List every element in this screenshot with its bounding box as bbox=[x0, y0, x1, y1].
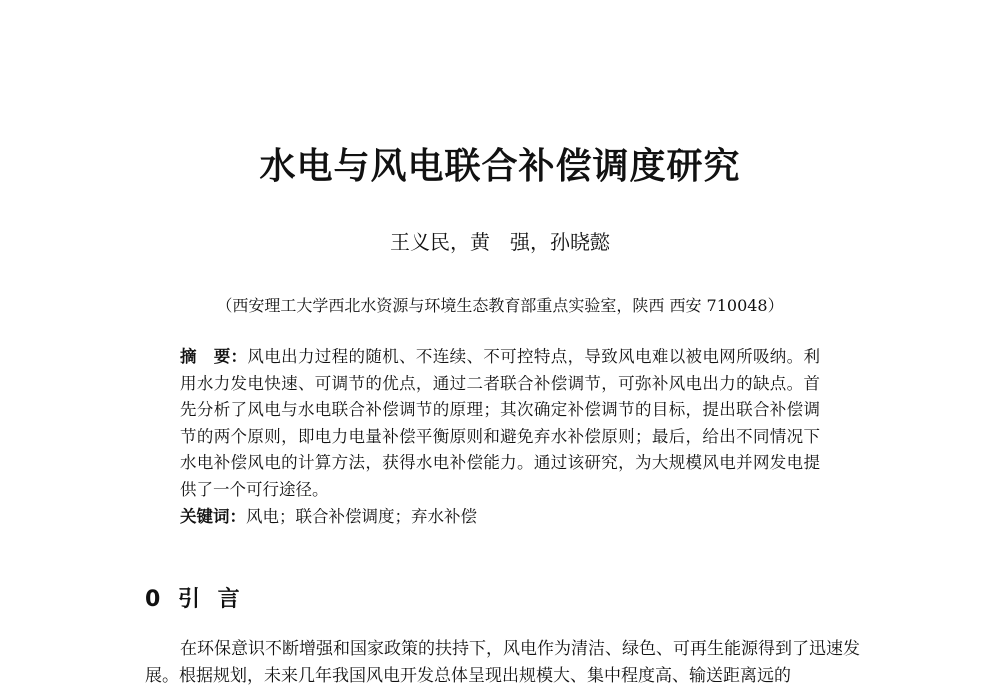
paper-title: 水电与风电联合补偿调度研究 bbox=[259, 146, 741, 187]
abstract bbox=[180, 344, 820, 504]
keywords-text: 风电；联合补偿调度；弃水补偿 bbox=[246, 507, 477, 526]
abstract-label: 摘 要： bbox=[180, 347, 248, 366]
keywords-label: 关键词： bbox=[180, 507, 246, 526]
body-paragraph: 在环保意识不断增强和国家政策的扶持下，风电作为清洁、绿色、可再生能源得到了迅速发展。根据规划，未来几年我国风电开发总体呈现出规模大、集中程度高、输送距离远的 bbox=[145, 639, 860, 686]
affiliation: （西安理工大学西北水资源与环境生态教育部重点实验室，陕西 西安 710048） bbox=[216, 296, 784, 315]
abstract-text: 风电出力过程的随机、不连续、不可控特点，导致风电难以被电网所吸纳。利用水力发电快速、可调节的优点，通过二者联合补偿调节，可弥补风电出力的缺点。首先分析了风电与水电联合补偿调节的原理；其次确定补偿调节的目标，提出联合补偿调节的两个原则，即电力电量补偿平衡原则和避免弃水补偿原则；最后，给出不同情况下水电补偿风电的计算方法，获得水电补偿能力。通过该研究，为大规模风电并网发电提供了一个可行途径。 bbox=[180, 347, 821, 499]
keywords bbox=[180, 503, 477, 527]
authors: 王义民，黄 强，孙晓懿 bbox=[390, 230, 610, 254]
section-heading: 0 引 言 bbox=[145, 587, 240, 612]
